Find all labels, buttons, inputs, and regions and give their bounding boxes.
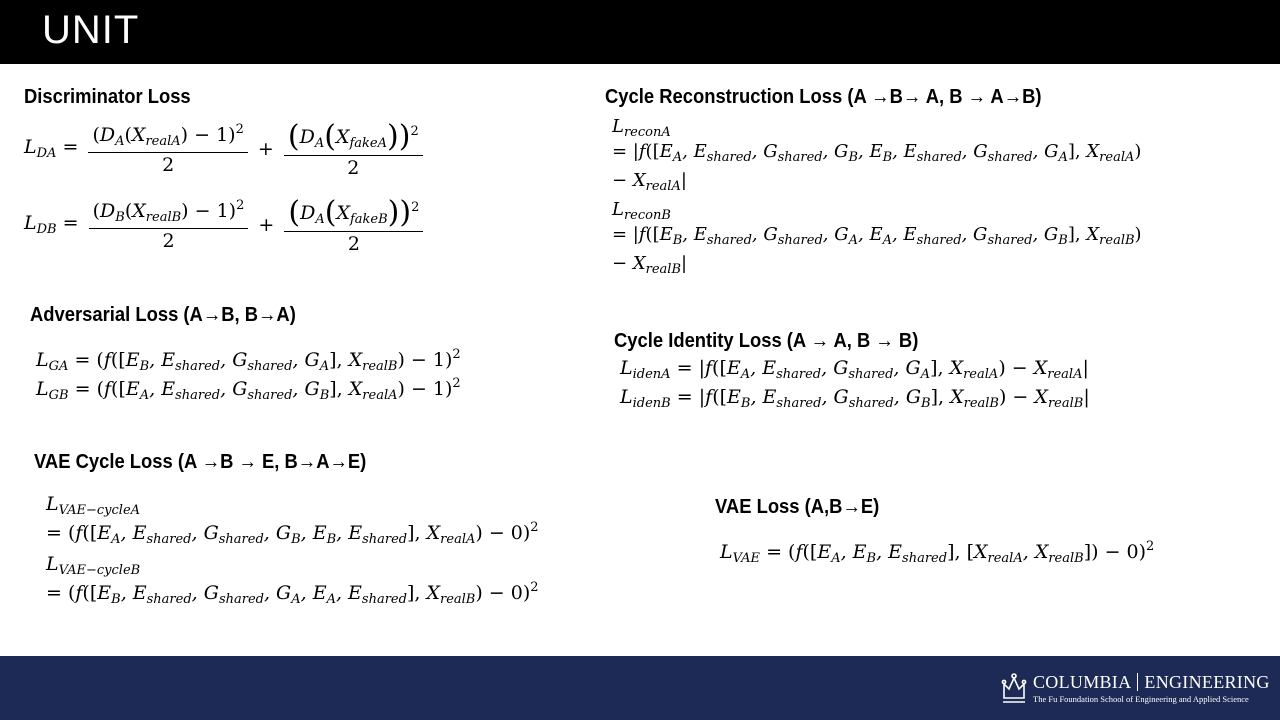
logo-divider (1137, 673, 1138, 691)
logo-subtitle: The Fu Foundation School of Engineering and Applied Science (1033, 694, 1249, 704)
equation-l-recon-a-tail: − $X_{realA}|$ (612, 170, 687, 194)
equation-l-vae-cycle-a-rhs: = ($f([E_A$, $E_{shared}$, $G_{shared}$, $G_B$, $E_B$, $E_{shared}$], $X_{realA}) - 0)^2$ (46, 520, 539, 547)
columbia-crown-icon (1000, 672, 1028, 706)
vae-loss-heading: VAE Loss (A,B→E) (715, 496, 880, 518)
equation-l-vae-cycle-b-rhs: = ($f([E_B$, $E_{shared}$, $G_{shared}$, $G_A$, $E_A$, $E_{shared}$], $X_{realB}) - 0)^2$ (46, 580, 539, 607)
vae-cycle-equations (46, 494, 539, 610)
equation-l-recon-a-rhs: = $|f([E_A$, $E_{shared}$, $G_{shared}$, $G_B$, $E_B$, $E_{shared}$, $G_{shared}$, $G_A$], $X_{realA}$) (612, 141, 1142, 165)
columbia-engineering-logo (1033, 672, 1270, 693)
discriminator-loss-heading: Discriminator Loss (24, 86, 191, 108)
cycle-reconstruction-equations (612, 117, 1142, 283)
equation-l-db: $L_{DB}$ = $\frac{(D_B(X_{realB}) - 1)^2}{2}$ + $\frac{(D_A(X_{fakeB}))^2}{2}$ (24, 196, 427, 255)
equation-l-iden-b: $L_{idenB} = |f([E_B$, $E_{shared}$, $G_{shared}$, $G_B$], $X_{realB}) - X_{realB}|$ (620, 386, 1090, 411)
slide-title: UNIT (42, 8, 140, 52)
cycle-identity-loss-heading: Cycle Identity Loss (A → A, B → B) (614, 330, 919, 352)
adversarial-loss-heading: Adversarial Loss (A→B, B→A) (30, 304, 296, 326)
cycle-identity-equations (620, 358, 1090, 416)
equation-l-vae-cycle-a-lhs: $L_{VAE-cycleA}$ (46, 493, 141, 518)
equation-l-gb: $L_{GB} = (f([E_A$, $E_{shared}$, $G_{shared}$, $G_B$], $X_{realA}) - 1)^2$ (36, 376, 461, 403)
adversarial-equations (36, 348, 461, 406)
logo-left-text: COLUMBIA (1033, 672, 1132, 692)
equation-l-vae: $L_{VAE} = (f([E_A$, $E_B$, $E_{shared}$], [$X_{realA}$, $X_{realB}]) - 0)^2$ (720, 539, 1155, 566)
equation-l-da: $L_{DA}$ = $\frac{(D_A(X_{realA}) - 1)^2}{2}$ + $\frac{(D_A(X_{fakeA}))^2}{2}$ (24, 120, 427, 179)
logo-right-text: ENGINEERING (1144, 672, 1270, 692)
equation-l-recon-a-lhs: $L_{reconA}$ (612, 116, 671, 140)
equation-l-iden-a: $L_{idenA} = |f([E_A$, $E_{shared}$, $G_{shared}$, $G_A$], $X_{realA}) - X_{realA}|$ (620, 357, 1089, 382)
equation-l-ga: $L_{GA} = (f([E_B$, $E_{shared}$, $G_{shared}$, $G_A$], $X_{realB}) - 1)^2$ (36, 347, 461, 374)
vae-cycle-loss-heading: VAE Cycle Loss (A →B → E, B→A→E) (34, 451, 367, 473)
cycle-reconstruction-loss-heading: Cycle Reconstruction Loss (A →B→ A, B → A→B) (605, 86, 1042, 108)
title-bar (0, 0, 1280, 64)
equation-l-recon-b-lhs: $L_{reconB}$ (612, 199, 671, 223)
equation-l-vae-cycle-b-lhs: $L_{VAE-cycleB}$ (46, 553, 141, 578)
equation-l-recon-b-tail: − $X_{realB}|$ (612, 253, 688, 277)
equation-l-recon-b-rhs: = $|f([E_B$, $E_{shared}$, $G_{shared}$, $G_A$, $E_A$, $E_{shared}$, $G_{shared}$, $G_B$], $X_{realB}$) (612, 224, 1142, 248)
